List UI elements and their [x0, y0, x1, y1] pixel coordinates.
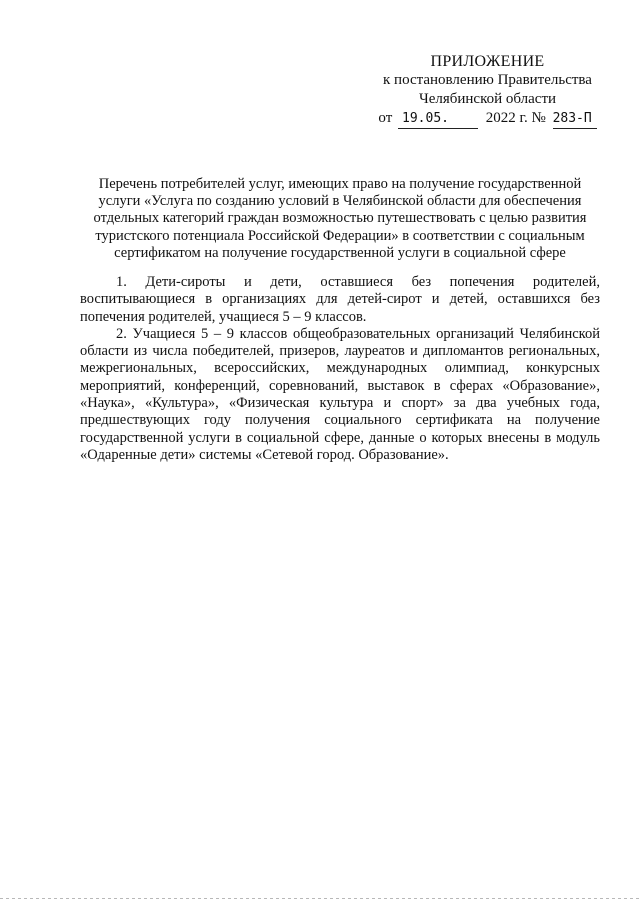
appendix-line-2: Челябинской области: [418, 91, 557, 107]
appendix-block: [360, 52, 615, 129]
list-item: 2. Учащиеся 5 – 9 классов общеобразовательных организаций Челябинской области из числа победителей, призеров, лауреатов и дипломантов региональных, межрегиональных, всероссийских, международных олимпиад, конкурсных мероприятий, конференций, соревнований, выставок в сферах «Образование», «Наука», «Культура», «Физическая культура и спорт» за два учебных года, предшествующих году получения социального сертификата на получение государственной услуги в социальной сфере, данные о которых внесены в модуль «Одаренные дети» системы «Сетевой город. Образование».: [80, 325, 600, 463]
consumer-list: [80, 274, 600, 464]
title-line: отдельных категорий граждан возможностью путешествовать с целью развития: [93, 210, 587, 227]
appendix-line-1: к постановлению Правительства: [383, 72, 592, 88]
title-line: Перечень потребителей услуг, имеющих право на получение государственной: [98, 176, 582, 192]
appendix-heading: ПРИЛОЖЕНИЕ: [430, 53, 545, 70]
date-value: 19.05.: [398, 109, 478, 129]
title-line: туристского потенциала Российской Федерации» в соответствии с социальным: [95, 227, 585, 244]
scan-edge-line: [0, 898, 640, 899]
title-line: услуги «Услуга по созданию условий в Челябинской области для обеспечения: [98, 193, 582, 210]
decree-number: 283-П: [553, 109, 597, 129]
appendix-date-row: [360, 109, 615, 129]
year-text: 2022 г. №: [485, 110, 546, 126]
document-title: [80, 176, 600, 262]
title-line: сертификатом на получение государственной услуги в социальной сфере: [114, 244, 566, 261]
date-prefix: от: [378, 110, 393, 126]
list-item: 1. Дети-сироты и дети, оставшиеся без попечения родителей, воспитывающиеся в организациях для детей-сирот и детей, оставшихся без попечения родителей, учащиеся 5 – 9 классов.: [80, 274, 600, 325]
